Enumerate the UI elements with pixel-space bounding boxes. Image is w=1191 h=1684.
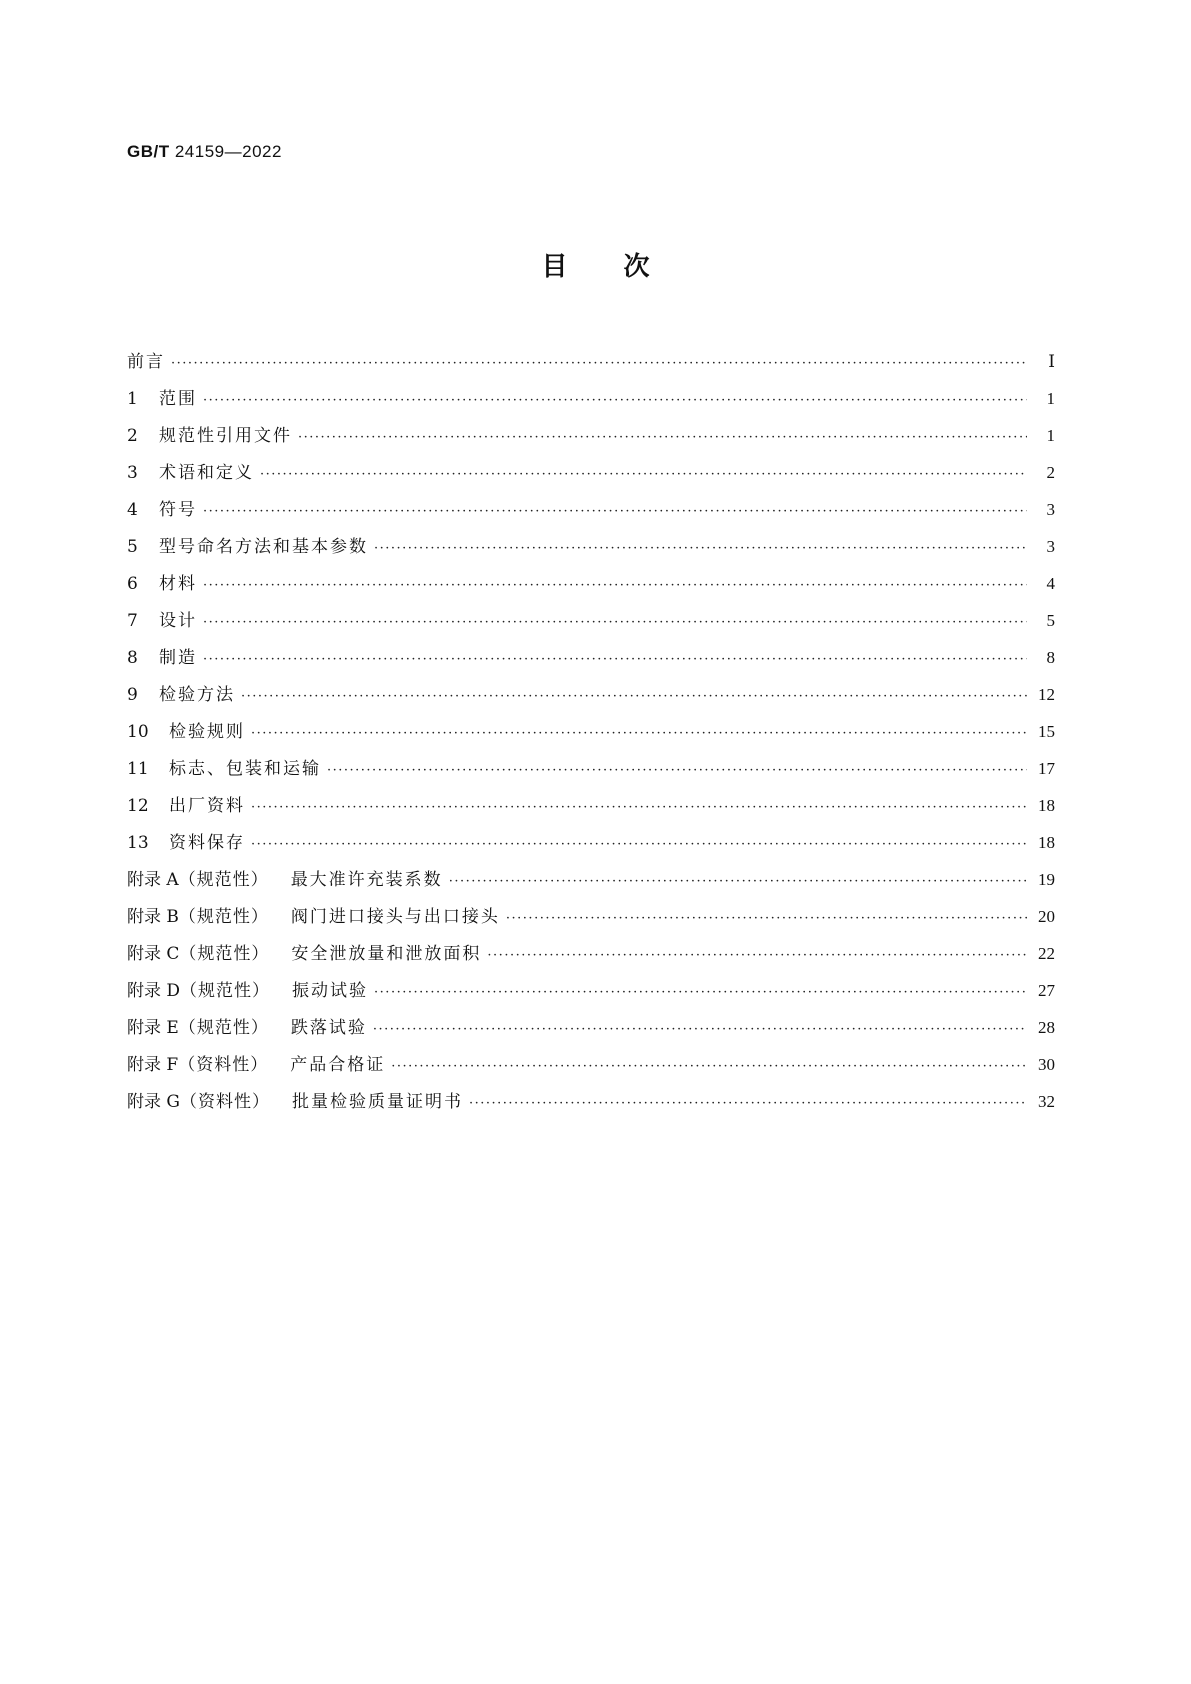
toc-entry-number: 5 [127,537,138,557]
appendix-label: 批量检验质量证明书 [291,1092,463,1112]
toc-entry-label: 标志、包装和运输 [169,759,321,779]
appendix-category: （规范性） [180,981,271,1001]
toc-appendix-b[interactable] [127,898,1055,935]
toc-leader-dots [469,1085,1027,1122]
toc-appendix-g[interactable] [127,1083,1055,1120]
toc-leader-dots [506,900,1027,937]
toc-entry-label: 出厂资料 [169,796,245,816]
document-code-prefix: GB/T [127,142,170,161]
toc-entry-12[interactable] [127,787,1055,824]
toc-entry-page: 27 [1038,981,1055,1000]
toc-leader-dots [251,715,1027,752]
toc-entry-number: 9 [127,685,138,705]
toc-entry-label: 术语和定义 [159,463,254,483]
toc-appendix-e[interactable] [127,1009,1055,1046]
toc-appendix-a[interactable] [127,861,1055,898]
toc-entry-label: 符号 [159,500,197,520]
appendix-category: （规范性） [178,907,269,927]
toc-entry-page: Ⅰ [1048,352,1055,371]
toc-appendix-f[interactable] [127,1046,1055,1083]
toc-entry-page: 4 [1046,574,1055,593]
toc-entry-number: 3 [127,463,138,483]
document-code-number: 24159—2022 [174,142,282,161]
appendix-category: （规范性） [178,870,269,890]
toc-entry-foreword[interactable] [127,343,1055,380]
toc-entry-number: 12 [127,796,149,816]
toc-entry-4[interactable] [127,491,1055,528]
toc-leader-dots [203,567,1027,604]
toc-entry-number: 1 [127,389,138,409]
toc-title: 目次 [541,252,706,282]
toc-leader-dots [487,937,1027,974]
toc-entry-page: 1 [1046,389,1055,408]
appendix-prefix: 附录 E [127,1018,179,1038]
toc-leader-dots [171,345,1027,382]
toc-leader-dots [327,752,1027,789]
toc-leader-dots [203,382,1027,419]
appendix-prefix: 附录 A [127,870,179,890]
toc-entry-3[interactable] [127,454,1055,491]
appendix-prefix: 附录 F [127,1055,179,1075]
toc-entry-page: 19 [1038,870,1055,889]
toc-leader-dots [251,826,1027,863]
toc-entry-page: 5 [1046,611,1055,630]
toc-leader-dots [449,863,1027,900]
appendix-category: （资料性） [179,1092,270,1112]
toc-entry-10[interactable] [127,713,1055,750]
toc-entry-label: 前言 [127,352,165,372]
toc-entry-label: 制造 [159,648,197,668]
toc-leader-dots [203,493,1027,530]
appendix-category: （资料性） [178,1055,269,1075]
toc-entry-number: 2 [127,426,138,446]
toc-entry-page: 15 [1038,722,1055,741]
toc-entry-label: 规范性引用文件 [159,426,292,446]
toc-entry-page: 17 [1038,759,1055,778]
toc-entry-5[interactable] [127,528,1055,565]
toc-leader-dots [374,530,1027,567]
toc-leader-dots [203,641,1027,678]
toc-entry-number: 10 [127,722,149,742]
toc-entry-8[interactable] [127,639,1055,676]
toc-entry-page: 18 [1038,833,1055,852]
toc-leader-dots [391,1048,1027,1085]
appendix-label: 产品合格证 [290,1055,386,1075]
toc-entry-7[interactable] [127,602,1055,639]
toc-entry-9[interactable] [127,676,1055,713]
toc-leader-dots [251,789,1027,826]
toc-leader-dots [260,456,1027,493]
toc-entry-2[interactable] [127,417,1055,454]
toc-leader-dots [241,678,1027,715]
toc-entry-page: 30 [1038,1055,1055,1074]
toc-entry-page: 20 [1038,907,1055,926]
appendix-prefix: 附录 B [127,907,179,927]
toc-entry-label: 材料 [159,574,197,594]
toc-entry-page: 22 [1038,944,1055,963]
toc-leader-dots [203,604,1027,641]
toc-entry-number: 6 [127,574,138,594]
table-of-contents [127,343,1055,1120]
toc-entry-page: 2 [1046,463,1055,482]
toc-entry-label: 设计 [159,611,197,631]
appendix-category: （规范性） [179,944,270,964]
toc-entry-number: 11 [127,759,149,779]
toc-entry-number: 7 [127,611,138,631]
toc-leader-dots [374,974,1027,1011]
toc-entry-page: 32 [1038,1092,1055,1111]
appendix-label: 最大准许充装系数 [290,870,443,890]
toc-entry-label: 范围 [159,389,197,409]
toc-appendix-c[interactable] [127,935,1055,972]
appendix-prefix: 附录 G [127,1092,180,1112]
toc-entry-number: 4 [127,500,138,520]
toc-entry-number: 13 [127,833,149,853]
toc-entry-page: 12 [1038,685,1055,704]
document-code [127,142,282,162]
toc-entry-label: 资料保存 [169,833,245,853]
toc-entry-6[interactable] [127,565,1055,602]
appendix-prefix: 附录 D [127,981,181,1001]
appendix-prefix: 附录 C [127,944,180,964]
toc-entry-page: 1 [1046,426,1055,445]
toc-entry-11[interactable] [127,750,1055,787]
toc-entry-1[interactable] [127,380,1055,417]
toc-entry-page: 3 [1046,500,1055,519]
appendix-label: 阀门进口接头与出口接头 [290,907,500,927]
toc-leader-dots [373,1011,1027,1048]
toc-appendix-d[interactable] [127,972,1055,1009]
toc-entry-page: 18 [1038,796,1055,815]
toc-leader-dots [298,419,1027,456]
toc-entry-page: 8 [1046,648,1055,667]
appendix-label: 振动试验 [292,981,369,1001]
appendix-label: 安全泄放量和泄放面积 [291,944,482,964]
toc-entry-13[interactable] [127,824,1055,861]
appendix-category: （规范性） [178,1018,269,1038]
toc-entry-label: 型号命名方法和基本参数 [159,537,368,557]
toc-entry-label: 检验方法 [159,685,235,705]
appendix-label: 跌落试验 [290,1018,367,1038]
toc-entry-page: 3 [1046,537,1055,556]
toc-entry-page: 28 [1038,1018,1055,1037]
toc-entry-label: 检验规则 [169,722,245,742]
toc-entry-number: 8 [127,648,138,668]
